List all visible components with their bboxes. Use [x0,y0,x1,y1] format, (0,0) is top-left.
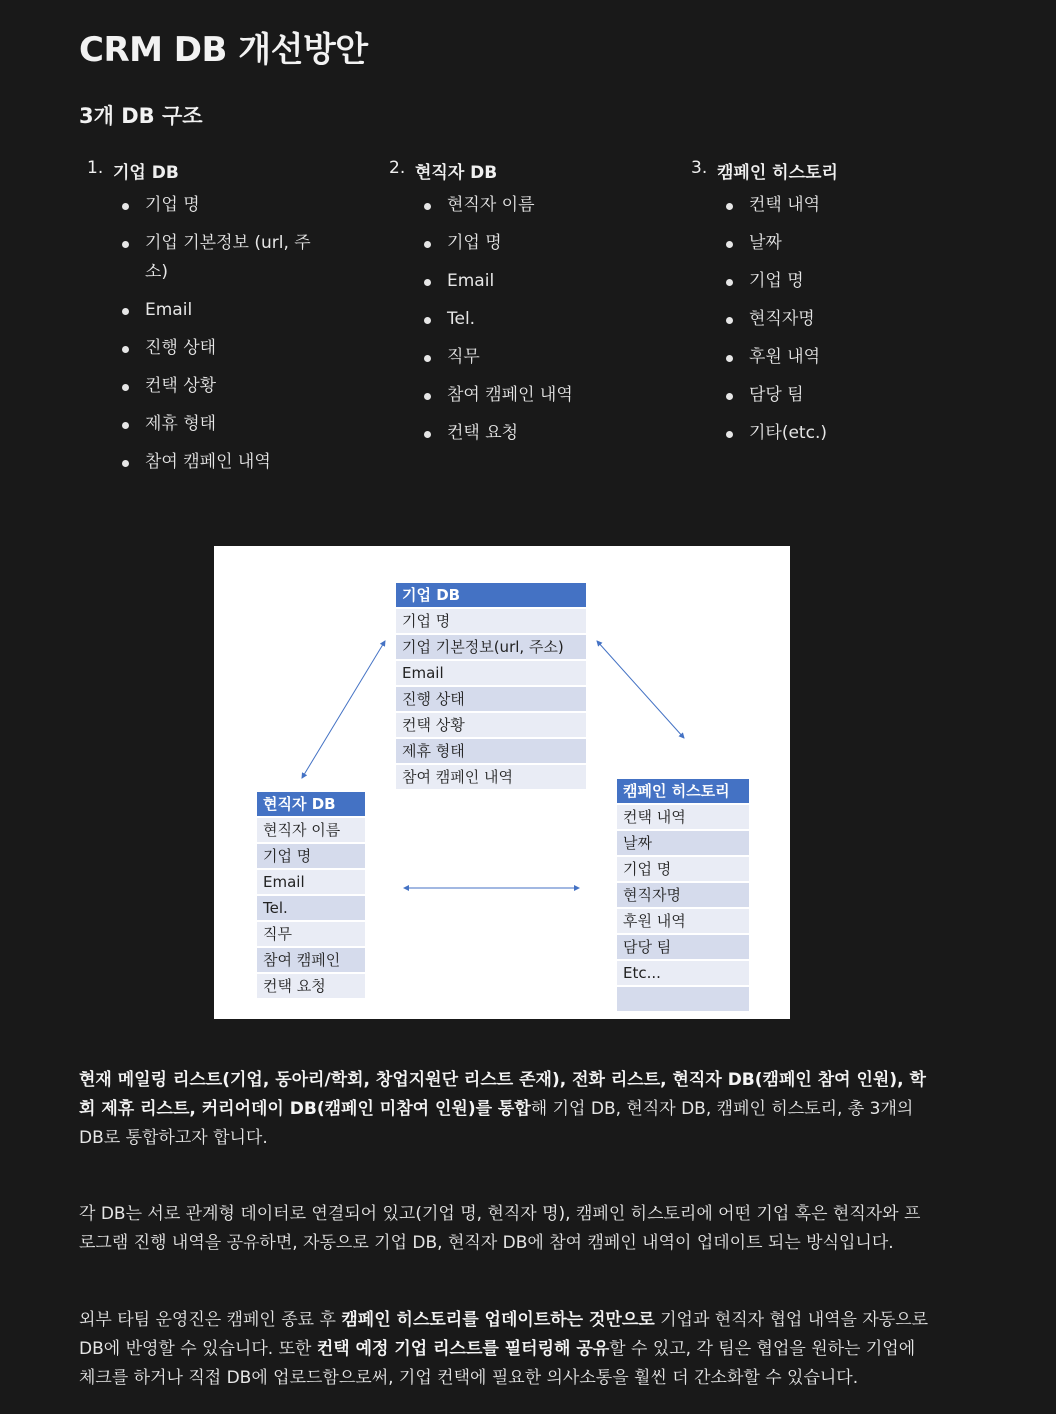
list-item: 제휴 형태 [145,410,339,439]
table-row: 컨택 요청 [257,974,365,998]
table-row: 진행 상태 [396,687,586,711]
column-company-db [79,158,339,486]
list-item: 진행 상태 [145,334,339,363]
arrow-company-campaign [597,641,684,738]
list-number: 2. [389,158,406,178]
table-header: 기업 DB [396,583,586,607]
list-item: 컨택 상황 [145,372,339,401]
table-row: Email [257,870,365,894]
table-row: 날짜 [617,831,749,855]
table-row: 컨택 상황 [396,713,586,737]
list-item: 기업 기본정보 (url, 주소) [145,229,325,287]
arrow-company-employee [302,641,385,778]
table-row: 기업 명 [257,844,365,868]
paragraph-benefits [79,1306,929,1393]
list-item: 기업 명 [447,229,641,258]
campaign-history-table [617,779,749,1013]
list-item: Email [145,296,339,325]
bold-text: 컨택 예정 기업 리스트를 필터링해 공유 [316,1339,610,1359]
table-row: 제휴 형태 [396,739,586,763]
table-row: 직무 [257,922,365,946]
table-row: Email [396,661,586,685]
list-item: 현직자명 [749,305,943,334]
column-campaign-history [683,158,943,457]
list-item: 날짜 [749,229,943,258]
table-row: 기업 기본정보(url, 주소) [396,635,586,659]
employee-db-table [257,792,365,1000]
list-number: 3. [691,158,708,178]
column-heading: 기업 DB [113,163,179,183]
table-row: 참여 캠페인 내역 [396,765,586,789]
column-heading: 캠페인 히스토리 [717,163,838,183]
paragraph-text: 외부 타팀 운영진은 캠페인 종료 후 [79,1310,342,1330]
paragraph-text: 해 기업 DB, 현직자 DB, 캠페인 히스토리, 총 3개의 DB로 통합하고자 합니다. [79,1099,914,1148]
bullet-list [381,191,641,448]
table-row: 컨택 내역 [617,805,749,829]
table-row: 현직자명 [617,883,749,907]
table-row: 후원 내역 [617,909,749,933]
table-row: 참여 캠페인 [257,948,365,972]
column-heading: 현직자 DB [415,163,498,183]
list-number: 1. [87,158,104,178]
paragraph-relations: 각 DB는 서로 관계형 데이터로 연결되어 있고(기업 명, 현직자 명), 캠페인 히스토리에 어떤 기업 혹은 현직자와 프로그램 진행 내역을 공유하면, 자동으로 기업 DB, 현직자 DB에 참여 캠페인 내역이 업데이트 되는 방식입니다. [79,1204,921,1253]
list-item: 컨택 내역 [749,191,943,220]
list-item: 기업 명 [749,267,943,296]
paragraph-integration [79,1066,929,1153]
list-item: 담당 팀 [749,381,943,410]
table-row [617,987,749,1011]
list-item: 기업 명 [145,191,339,220]
table-row: 현직자 이름 [257,818,365,842]
bold-text: 현재 메일링 리스트(기업, 동아리/학회, 창업지원단 리스트 존재), 전화 리스트, 현직자 DB(캠페인 참여 인원), 학회 제휴 리스트, 커리어데이 DB(캠페인 미참여 인원)를 통합 [79,1070,926,1119]
paragraph-text: 기업과 현직자 협업 내역을 자동으로 DB에 반영할 수 있습니다. 또한 [79,1310,929,1359]
table-row: 담당 팀 [617,935,749,959]
table-row: Etc... [617,961,749,985]
column-employee-db [381,158,641,457]
table-body [257,818,365,998]
db-relation-diagram [214,546,790,1019]
list-item: 컨택 요청 [447,419,641,448]
list-item: 기타(etc.) [749,419,943,448]
company-db-table [396,583,586,791]
table-body [617,805,749,1011]
list-item: 현직자 이름 [447,191,641,220]
table-body [396,609,586,789]
table-row: 기업 명 [617,857,749,881]
table-header: 캠페인 히스토리 [617,779,749,803]
list-item: 참여 캠페인 내역 [447,381,641,410]
list-item: 참여 캠페인 내역 [145,448,339,477]
bullet-list [79,191,339,477]
page-title: CRM DB 개선방안 [79,30,368,70]
list-item: 후원 내역 [749,343,943,372]
bullet-list [683,191,943,448]
section-heading: 3개 DB 구조 [79,104,203,128]
list-item: Email [447,267,641,296]
bold-text: 캠페인 히스토리를 업데이트하는 것만으로 [341,1310,655,1330]
table-header: 현직자 DB [257,792,365,816]
table-row: 기업 명 [396,609,586,633]
list-item: 직무 [447,343,641,372]
paragraph-text: 할 수 있고, 각 팀은 협업을 원하는 기업에 체크를 하거나 직접 DB에 업로드함으로써, 기업 컨택에 필요한 의사소통을 훨씬 더 간소화할 수 있습니다. [79,1339,916,1388]
list-item: Tel. [447,305,641,334]
table-row: Tel. [257,896,365,920]
